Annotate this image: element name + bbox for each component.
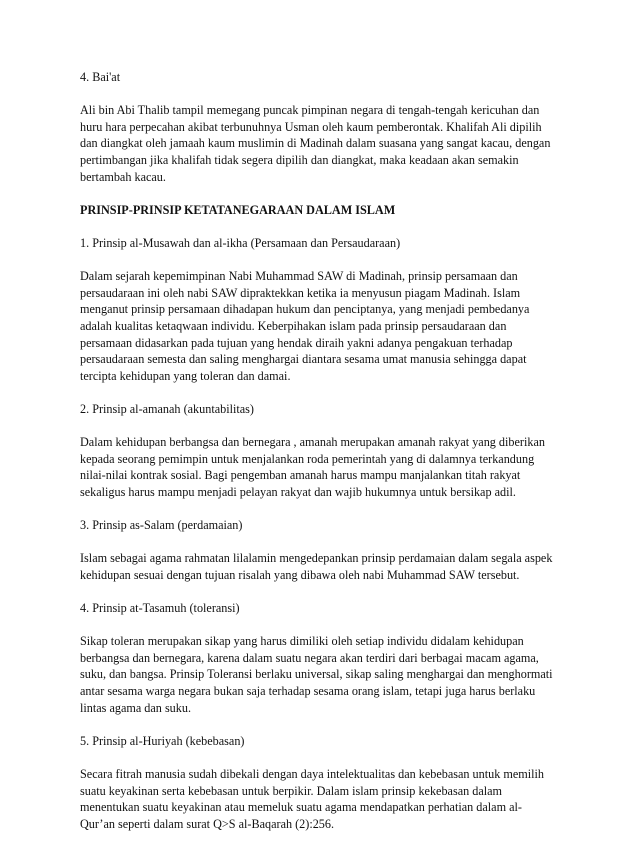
text-line: Qur’an seperti dalam surat Q>S al-Baqarah (2):256.: [80, 816, 335, 831]
text-line: dan diangkat oleh jamaah kaum muslimin di Madinah dalam suasana yang sangat kacau, dengan: [80, 136, 551, 151]
text-line: persaudaraan ini oleh nabi SAW dipraktekkan ketika ia menyusun piagam Madinah. Islam: [80, 285, 521, 300]
section-title: [80, 202, 580, 219]
subheading: [80, 600, 580, 617]
text-line: pertimbangan jika khalifah tidak segera dipilih dan diangkat, maka keadaan akan semakin: [80, 152, 519, 167]
subheading: [80, 401, 580, 418]
text-line: nilai-nilai kontrak sosial. Bagi pengemban amanah harus mampu manjalankan titah rakyat: [80, 468, 521, 483]
text-line: suku, dan bangsa. Prinsip Toleransi berlaku universal, sikap saling menghargai dan menghormati: [80, 667, 553, 682]
document-page: [80, 69, 580, 849]
text-line: persaudaraan semesta dan saling menghargai diantara sesama umat manusia sehingga dapat: [80, 352, 527, 367]
paragraph: [80, 633, 580, 716]
text-line: 1. Prinsip al-Musawah dan al-ikha (Persamaan dan Persaudaraan): [80, 235, 401, 250]
subheading: [80, 235, 580, 252]
text-line: Islam sebagai agama rahmatan lilalamin mengedepankan prinsip perdamaian dalam segala aspek: [80, 551, 553, 566]
text-line: Secara fitrah manusia sudah dibekali dengan daya intelektualitas dan kebebasan untuk memilih: [80, 766, 544, 781]
text-line: menganut prinsip persamaan dihadapan hukum dan penciptanya, yang menjadi pembedanya: [80, 302, 530, 317]
text-line: kehidupan sesuai dengan tujuan risalah yang dibawa oleh nabi Muhammad SAW tersebut.: [80, 567, 520, 582]
text-line: 3. Prinsip as-Salam (perdamaian): [80, 518, 243, 533]
text-line: bertambah kacau.: [80, 169, 166, 184]
paragraph: [80, 434, 580, 500]
text-line: 4. Prinsip at-Tasamuh (toleransi): [80, 601, 240, 615]
paragraph: [80, 550, 580, 583]
text-line: Ali bin Abi Thalib tampil memegang puncak pimpinan negara di tengah-tengah kericuhan dan: [80, 103, 540, 118]
paragraph: [80, 766, 580, 832]
text-line: sekaligus harus mampu menjadi pelayan rakyat dan wajib hukumnya untuk bersikap adil.: [80, 484, 516, 499]
subheading: [80, 69, 580, 86]
subheading: [80, 517, 580, 534]
text-line: kepada seorang pemimpin untuk menjalankan roda pemerintah yang di dalamnya terkandung: [80, 451, 535, 466]
text-line: 5. Prinsip al-Huriyah (kebebasan): [80, 733, 245, 748]
text-line: berbangsa dan bernegara, karena dalam suatu negara akan terdiri dari berbagai macam agama,: [80, 650, 539, 665]
paragraph: [80, 268, 580, 384]
subheading: [80, 733, 580, 750]
paragraph: [80, 102, 580, 185]
text-line: Sikap toleran merupakan sikap yang harus dimiliki oleh setiap individu didalam kehidupan: [80, 634, 524, 649]
text-line: antar sesama warga negara bukan saja terhadap sesama orang islam, tetapi juga harus berlaku: [80, 683, 536, 698]
text-line: PRINSIP-PRINSIP KETATANEGARAAN DALAM ISLAM: [80, 202, 396, 217]
text-line: Dalam sejarah kepemimpinan Nabi Muhammad SAW di Madinah, prinsip persamaan dan: [80, 269, 518, 284]
text-line: menentukan suatu keyakinan atau memeluk suatu agama mendapatkan perhatian dalam al-: [80, 800, 522, 815]
text-line: 4. Bai'at: [80, 70, 121, 84]
text-line: tercipta kehidupan yang toleran dan damai.: [80, 368, 291, 383]
text-line: Dalam kehidupan berbangsa dan bernegara , amanah merupakan amanah rakyat yang diberikan: [80, 435, 545, 450]
text-line: lintas agama dan suku.: [80, 700, 192, 715]
text-line: 2. Prinsip al-amanah (akuntabilitas): [80, 401, 254, 416]
text-line: adalah kualitas ketaqwaan individu. Keberpihakan islam pada prinsip persaudaraan dan: [80, 318, 507, 333]
text-line: persamaan didasarkan pada tujuan yang hendak diraih yakni adanya pengakuan terhadap: [80, 335, 513, 350]
text-line: huru hara perpecahan akibat terbunuhnya Usman oleh kaum pemberontak. Khalifah Ali dipilih: [80, 119, 542, 134]
text-line: suatu keyakinan serta kebebasan untuk berpikir. Dalam islam prinsip kekebasan dalam: [80, 783, 503, 798]
